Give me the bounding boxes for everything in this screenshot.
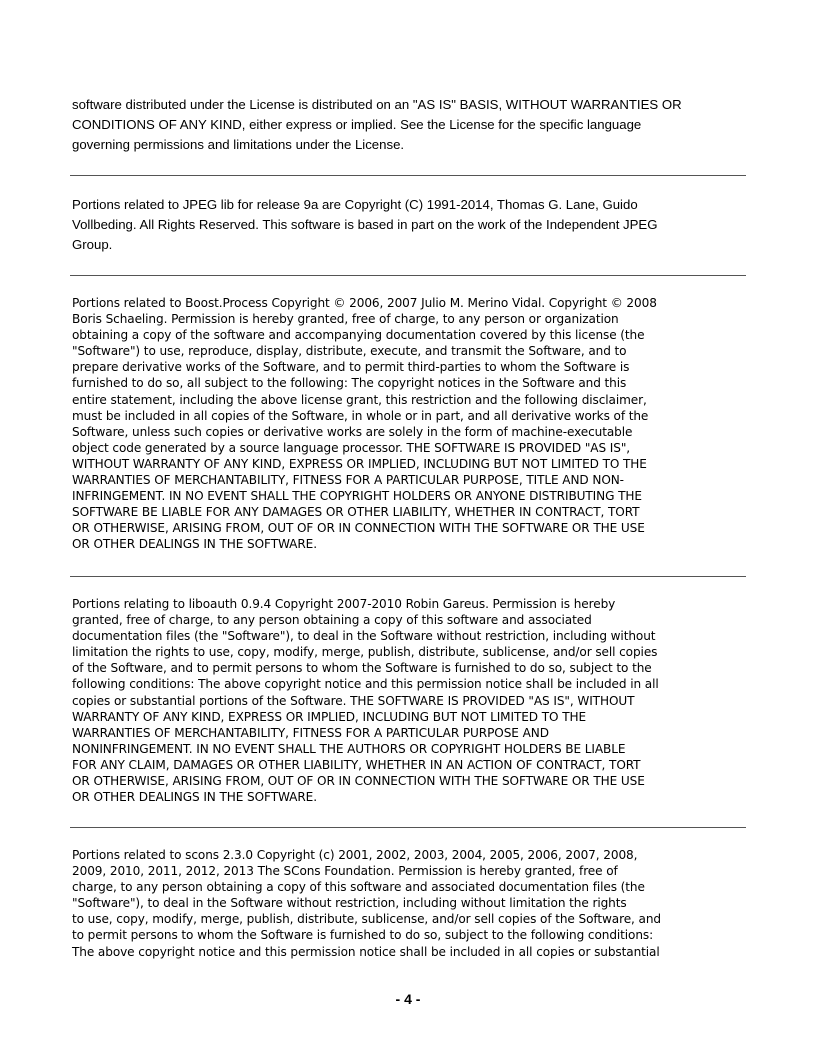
text-line: SOFTWARE BE LIABLE FOR ANY DAMAGES OR OTHER LIABILITY, WHETHER IN CONTRACT, TORT <box>72 505 640 520</box>
text-line: Portions related to scons 2.3.0 Copyright (c) 2001, 2002, 2003, 2004, 2005, 2006, 2007, 2008, <box>72 848 638 862</box>
text-line: documentation files (the "Software"), to deal in the Software without restriction, including without <box>72 629 656 644</box>
text-line: OR OTHER DEALINGS IN THE SOFTWARE. <box>72 537 317 552</box>
text-line: Portions relating to liboauth 0.9.4 Copyright 2007-2010 Robin Gareus. Permission is hereby <box>72 597 616 611</box>
text-line: Group. <box>72 237 113 252</box>
text-line: CONDITIONS OF ANY KIND, either express or implied. See the License for the specific language <box>72 117 642 132</box>
text-line: The above copyright notice and this permission notice shall be included in all copies or substantial <box>72 944 660 959</box>
text-line: to use, copy, modify, merge, publish, distribute, sublicense, and/or sell copies of the Software, and <box>72 912 661 927</box>
text-line: "Software"), to deal in the Software without restriction, including without limitation the rights <box>72 896 627 911</box>
text-line: furnished to do so, all subject to the following: The copyright notices in the Software and this <box>72 376 627 391</box>
text-line: granted, free of charge, to any person obtaining a copy of this software and associated <box>72 613 592 628</box>
text-line: Portions related to Boost.Process Copyright © 2006, 2007 Julio M. Merino Vidal. Copyright © 2008 <box>72 296 657 310</box>
text-line: charge, to any person obtaining a copy of this software and associated documentation files (the <box>72 880 645 895</box>
apache-license-paragraph <box>72 95 746 155</box>
text-line: following conditions: The above copyright notice and this permission notice shall be included in all <box>72 677 659 692</box>
text-line: entire statement, including the above license grant, this restriction and the following disclaimer, <box>72 392 647 407</box>
text-line: to permit persons to whom the Software is furnished to do so, subject to the following conditions: <box>72 928 654 943</box>
text-line: FOR ANY CLAIM, DAMAGES OR OTHER LIABILITY, WHETHER IN AN ACTION OF CONTRACT, TORT <box>72 757 641 772</box>
text-line: OR OTHER DEALINGS IN THE SOFTWARE. <box>72 790 317 805</box>
text-line: INFRINGEMENT. IN NO EVENT SHALL THE COPYRIGHT HOLDERS OR ANYONE DISTRIBUTING THE <box>72 489 642 504</box>
text-line: 2009, 2010, 2011, 2012, 2013 The SCons Foundation. Permission is hereby granted, free of <box>72 864 618 879</box>
text-line: Portions related to JPEG lib for release 9a are Copyright (C) 1991-2014, Thomas G. Lane, Guido <box>72 197 638 212</box>
text-line: Software, unless such copies or derivative works are solely in the form of machine-executable <box>72 424 633 439</box>
section-divider <box>70 175 746 176</box>
text-line: "Software") to use, reproduce, display, distribute, execute, and transmit the Software, and to <box>72 344 627 359</box>
text-line: software distributed under the License is distributed on an "AS IS" BASIS, WITHOUT WARRANTIES OR <box>72 97 682 112</box>
text-line: of the Software, and to permit persons to whom the Software is furnished to do so, subject to the <box>72 661 652 676</box>
scons-paragraph <box>72 847 746 960</box>
text-line: limitation the rights to use, copy, modify, merge, publish, distribute, sublicense, and/or sell copies <box>72 645 658 660</box>
text-line: WARRANTIES OF MERCHANTABILITY, FITNESS FOR A PARTICULAR PURPOSE AND <box>72 725 549 740</box>
section-divider <box>70 827 746 828</box>
text-line: WARRANTIES OF MERCHANTABILITY, FITNESS FOR A PARTICULAR PURPOSE, TITLE AND NON- <box>72 473 624 488</box>
text-line: prepare derivative works of the Software, and to permit third-parties to whom the Software is <box>72 360 630 375</box>
section-divider <box>70 275 746 276</box>
text-line: OR OTHERWISE, ARISING FROM, OUT OF OR IN CONNECTION WITH THE SOFTWARE OR THE USE <box>72 774 645 789</box>
text-line: OR OTHERWISE, ARISING FROM, OUT OF OR IN CONNECTION WITH THE SOFTWARE OR THE USE <box>72 521 645 536</box>
boost-process-paragraph <box>72 295 746 553</box>
text-line: WARRANTY OF ANY KIND, EXPRESS OR IMPLIED, INCLUDING BUT NOT LIMITED TO THE <box>72 709 587 724</box>
text-line: must be included in all copies of the Software, in whole or in part, and all derivative works of the <box>72 408 649 423</box>
text-line: WITHOUT WARRANTY OF ANY KIND, EXPRESS OR IMPLIED, INCLUDING BUT NOT LIMITED TO THE <box>72 456 647 471</box>
page-number: - 4 - <box>395 991 421 1007</box>
liboauth-paragraph <box>72 596 746 805</box>
text-line: governing permissions and limitations under the License. <box>72 137 405 152</box>
jpeg-lib-paragraph <box>72 195 746 255</box>
text-line: copies or substantial portions of the Software. THE SOFTWARE IS PROVIDED "AS IS", WITHOUT <box>72 693 635 708</box>
text-line: obtaining a copy of the software and accompanying documentation covered by this license (the <box>72 328 645 343</box>
text-line: Boris Schaeling. Permission is hereby granted, free of charge, to any person or organization <box>72 312 619 327</box>
text-line: object code generated by a source language processor. THE SOFTWARE IS PROVIDED "AS IS", <box>72 440 631 455</box>
section-divider <box>70 576 746 577</box>
text-line: NONINFRINGEMENT. IN NO EVENT SHALL THE AUTHORS OR COPYRIGHT HOLDERS BE LIABLE <box>72 741 626 756</box>
text-line: Vollbeding. All Rights Reserved. This software is based in part on the work of the Independent JPEG <box>72 217 658 232</box>
